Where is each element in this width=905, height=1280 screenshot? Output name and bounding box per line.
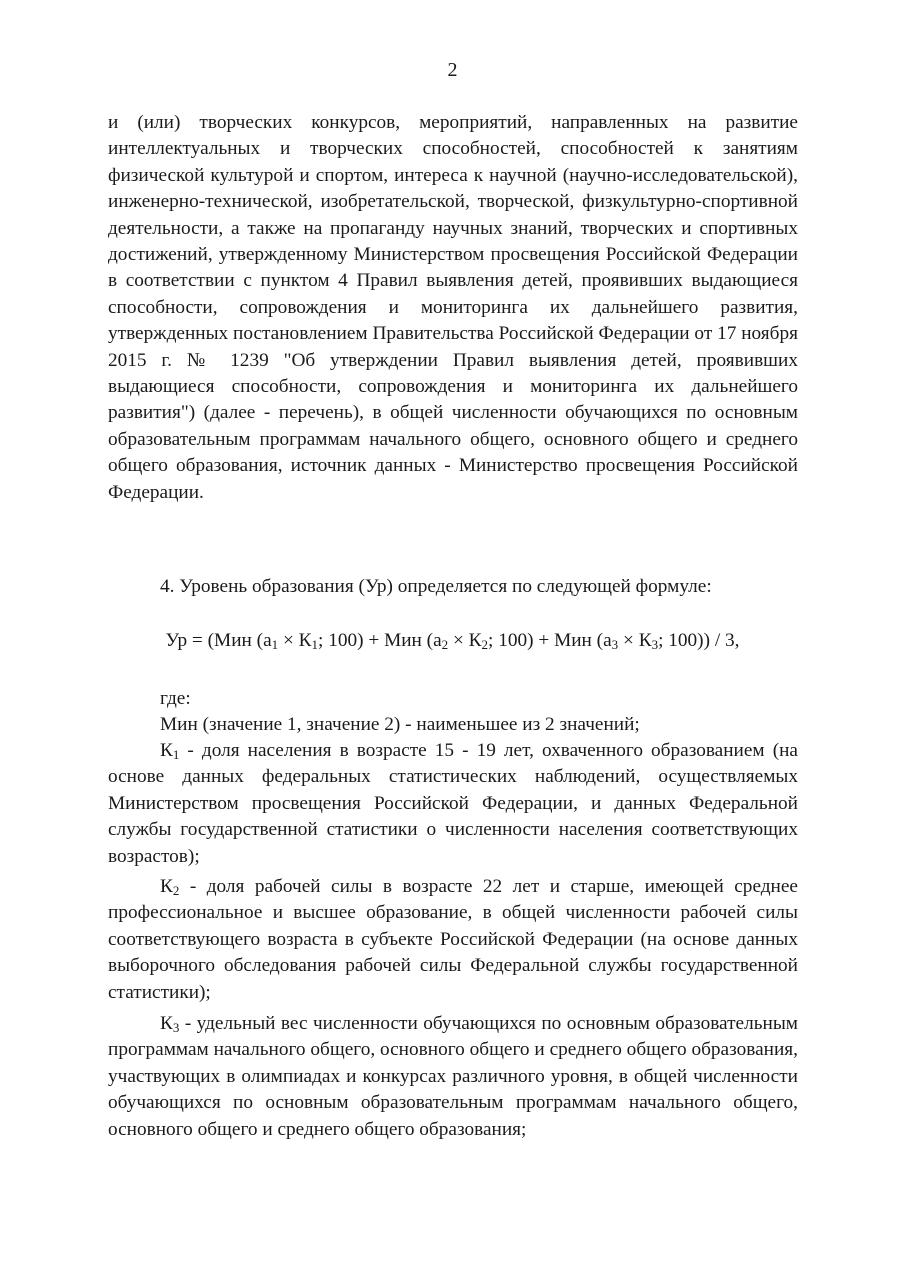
k3-symbol: К — [160, 1013, 173, 1034]
paragraph-where: где: — [160, 688, 191, 709]
formula-a1-sub: 1 — [271, 637, 279, 652]
page-number: 2 — [447, 59, 458, 81]
formula-a3: а — [603, 630, 612, 651]
formula-sep-2: ; 100) + Мин ( — [488, 630, 604, 651]
paragraph-min-definition: Мин (значение 1, значение 2) - наименьшее из 2 значений; — [160, 714, 640, 735]
formula-k3-sub: 3 — [651, 637, 659, 652]
paragraph-k2-definition — [108, 874, 798, 1006]
formula-lhs: Ур = (Мин ( — [165, 630, 264, 651]
formula-times-2: × — [448, 630, 469, 651]
formula-a3-sub: 3 — [611, 637, 619, 652]
k1-symbol: К — [160, 740, 173, 761]
formula-sep-1: ; 100) + Мин ( — [318, 630, 434, 651]
formula-tail: ; 100)) / 3, — [658, 630, 740, 651]
k3-text: - удельный вес численности обучающихся по основным образовательным программам начального общего, основного общего и среднего общего образования, участвующих в олимпиадах и конкурсах различного уровня, в общей численности обучающихся по основным образовательным программам начального общего, основного общего и среднего общего образования; — [108, 1013, 798, 1140]
k2-symbol: К — [160, 876, 173, 897]
formula-times-3: × — [618, 630, 639, 651]
k1-subscript: 1 — [172, 747, 180, 762]
formula-k2-sub: 2 — [481, 637, 489, 652]
formula-a1: а — [263, 630, 272, 651]
paragraph-continuation: и (или) творческих конкурсов, мероприятий, направленных на развитие интеллектуальных и творческих способностей, способностей к занятиям физической культурой и спортом, интереса к научной (научно-исследовательской), инженерно-технической, изобретательской, творческой, физкультурно-спортивной деятельности, а также на пропаганду научных знаний, творческих и спортивных достижений, утвержденному Министерством просвещения Российской Федерации в соответствии с пунктом 4 Правил выявления детей, проявивших выдающиеся способности, сопровождения и мониторинга их дальнейшего развития, утвержденных постановлением Правительства Российской Федерации от 17 ноября 2015 г. № 1239 "Об утверждении Правил выявления детей, проявивших выдающиеся способности, сопровождения и мониторинга их дальнейшего развития") (далее - перечень), в общей численности обучающихся по основным образовательным программам начального общего, основного общего и среднего общего образования, источник данных - Министерство просвещения Российской Федерации. — [108, 112, 798, 503]
paragraph-k1-definition — [108, 738, 798, 870]
formula-k2: К — [468, 630, 482, 651]
formula-k1-sub: 1 — [311, 637, 319, 652]
k3-subscript: 3 — [172, 1020, 180, 1035]
paragraph-k3-definition — [108, 1011, 798, 1143]
formula-a2-sub: 2 — [441, 637, 449, 652]
k2-subscript: 2 — [172, 883, 180, 898]
formula-k1: К — [298, 630, 312, 651]
formula-k3: К — [638, 630, 652, 651]
formula — [0, 628, 905, 654]
formula-a2: а — [433, 630, 442, 651]
k1-text: - доля населения в возрасте 15 - 19 лет, охваченного образованием (на основе данных федеральных статистических наблюдений, осуществляемых Министерством просвещения Российской Федерации, и данных Федеральной службы государственной статистики о численности населения соответствующих возрастов); — [108, 740, 798, 867]
k2-text: - доля рабочей силы в возрасте 22 лет и старше, имеющей среднее профессиональное и высшее образование, в общей численности рабочей силы соответствующего возраста в субъекте Российской Федерации (на основе данных выборочного обследования рабочей силы Федеральной службы государственной статистики); — [108, 876, 798, 1003]
formula-times-1: × — [278, 630, 299, 651]
paragraph-item-4: 4. Уровень образования (Ур) определяется по следующей формуле: — [160, 576, 712, 597]
